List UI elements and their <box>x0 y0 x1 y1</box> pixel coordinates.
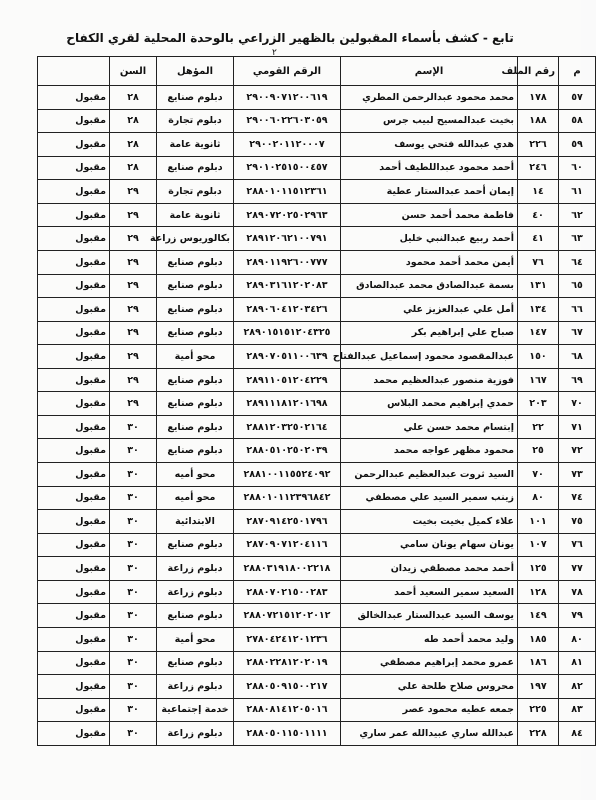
table-row <box>38 557 596 581</box>
row-index: ٦٨ <box>559 345 596 369</box>
row-index: ٧٥ <box>559 510 596 534</box>
row-file-number: ١٥٠ <box>518 345 559 369</box>
row-index: ٥٩ <box>559 133 596 157</box>
row-file-number: ١٨٨ <box>518 109 559 133</box>
row-age: ٣٠ <box>110 486 157 510</box>
row-status: مقبول <box>38 627 110 651</box>
row-age: ٢٩ <box>110 180 157 204</box>
row-age: ٣٠ <box>110 439 157 463</box>
row-index: ٨٤ <box>559 722 596 746</box>
row-status: مقبول <box>38 156 110 180</box>
row-status: مقبول <box>38 557 110 581</box>
row-qualification: ثانوية عامة <box>157 203 234 227</box>
row-national-id: ٢٨٨٠٣١٩١٨٠٠٢٢١٨ <box>234 557 341 581</box>
table-row <box>38 722 596 746</box>
row-status: مقبول <box>38 651 110 675</box>
row-file-number: ٤١ <box>518 227 559 251</box>
table-row <box>38 439 596 463</box>
row-name: السعيد سمير السعيد أحمد <box>341 580 518 604</box>
row-index: ٧٣ <box>559 463 596 487</box>
row-age: ٣٠ <box>110 557 157 581</box>
applicants-table <box>37 56 596 746</box>
table-row <box>38 392 596 416</box>
row-index: ٥٧ <box>559 86 596 110</box>
row-file-number: ٢٢٦ <box>518 133 559 157</box>
row-age: ٢٩ <box>110 227 157 251</box>
row-age: ٢٩ <box>110 368 157 392</box>
row-age: ٣٠ <box>110 722 157 746</box>
row-age: ٢٨ <box>110 109 157 133</box>
row-index: ٧٧ <box>559 557 596 581</box>
table-row <box>38 698 596 722</box>
row-qualification: بكالوريوس زراعة <box>157 227 234 251</box>
row-national-id: ٢٨٨٠٧٢١٥١٢٠٢٠١٢ <box>234 604 341 628</box>
table-header-row <box>38 57 596 86</box>
table-row <box>38 415 596 439</box>
row-name: صباح علي إبراهيم بكر <box>341 321 518 345</box>
row-national-id: ٢٨٨٠٢٢٨١٢٠٢٠١٩ <box>234 651 341 675</box>
row-file-number: ١٠٧ <box>518 533 559 557</box>
row-file-number: ٢٢٨ <box>518 722 559 746</box>
row-national-id: ٢٩٠٠٩٠٧١٢٠٠٦١٩ <box>234 86 341 110</box>
row-age: ٢٩ <box>110 298 157 322</box>
row-index: ٧٦ <box>559 533 596 557</box>
row-name: أحمد ربيع عبدالنبي خليل <box>341 227 518 251</box>
row-file-number: ١٤٩ <box>518 604 559 628</box>
row-index: ٦٦ <box>559 298 596 322</box>
row-national-id: ٢٨٨٠٥٠٩١٥٠٠٢١٧ <box>234 675 341 699</box>
table-row <box>38 227 596 251</box>
row-status: مقبول <box>38 133 110 157</box>
row-status: مقبول <box>38 392 110 416</box>
table-row <box>38 133 596 157</box>
row-qualification: دبلوم صنايع <box>157 533 234 557</box>
row-age: ٣٠ <box>110 675 157 699</box>
row-national-id: ٢٩٠٠٦٠٢٢٦٠٣٠٥٩ <box>234 109 341 133</box>
row-national-id: ٢٩٠٠٢٠١١٢٠٠٠٧ <box>234 133 341 157</box>
row-national-id: ٢٨٧٠٩٠٧١٢٠٤١١٦ <box>234 533 341 557</box>
row-index: ٧٤ <box>559 486 596 510</box>
row-file-number: ١٨٦ <box>518 651 559 675</box>
table-row <box>38 580 596 604</box>
row-status: مقبول <box>38 722 110 746</box>
row-index: ٦٧ <box>559 321 596 345</box>
row-status: مقبول <box>38 321 110 345</box>
row-index: ٨١ <box>559 651 596 675</box>
row-national-id: ٢٨٩٠٦٠٤١٢٠٣٤٢٦ <box>234 298 341 322</box>
row-national-id: ٢٨٨٠٧٠٢١٥٠٠٢٨٣ <box>234 580 341 604</box>
row-file-number: ٢٢٥ <box>518 698 559 722</box>
row-status: مقبول <box>38 86 110 110</box>
row-national-id: ٢٨٨٠٥٠١١٥٠١١١١ <box>234 722 341 746</box>
header-index: م <box>559 57 596 86</box>
row-status: مقبول <box>38 463 110 487</box>
row-age: ٣٠ <box>110 604 157 628</box>
row-index: ٥٨ <box>559 109 596 133</box>
row-age: ٣٠ <box>110 627 157 651</box>
row-qualification: دبلوم صنايع <box>157 298 234 322</box>
row-qualification: دبلوم زراعة <box>157 557 234 581</box>
row-qualification: دبلوم تجارة <box>157 180 234 204</box>
row-qualification: دبلوم صنايع <box>157 604 234 628</box>
row-file-number: ٧٦ <box>518 250 559 274</box>
row-qualification: دبلوم صنايع <box>157 392 234 416</box>
row-name: زينب سمير السيد علي مصطفي <box>341 486 518 510</box>
handwritten-mark: ٢ <box>272 48 277 58</box>
row-name: يوسف السيد عبدالستار عبدالخالق <box>341 604 518 628</box>
row-status: مقبول <box>38 298 110 322</box>
row-qualification: دبلوم صنايع <box>157 651 234 675</box>
row-index: ٧٠ <box>559 392 596 416</box>
row-national-id: ٢٨٩٠١١٩٢٦٠٠٧٧٧ <box>234 250 341 274</box>
row-file-number: ٢٠٣ <box>518 392 559 416</box>
row-national-id: ٢٩٠١٠٢٥١٥٠٠٤٥٧ <box>234 156 341 180</box>
row-name: أحمد محمد مصطفي زيدان <box>341 557 518 581</box>
row-national-id: ٢٨٩١١١٨١٢٠١٦٩٨ <box>234 392 341 416</box>
row-qualification: محو أميه <box>157 486 234 510</box>
row-name: محمود مظهر عواجه محمد <box>341 439 518 463</box>
row-name: عمرو محمد إبراهيم مصطفي <box>341 651 518 675</box>
row-qualification: دبلوم صنايع <box>157 439 234 463</box>
row-status: مقبول <box>38 274 110 298</box>
header-file-number: رقم الملف <box>518 57 559 86</box>
row-qualification: دبلوم صنايع <box>157 368 234 392</box>
table-row <box>38 156 596 180</box>
table-row <box>38 203 596 227</box>
row-qualification: دبلوم زراعة <box>157 580 234 604</box>
row-status: مقبول <box>38 415 110 439</box>
row-qualification: دبلوم زراعة <box>157 675 234 699</box>
table-row <box>38 627 596 651</box>
row-name: بخيت عبدالمسيح لبيب جرس <box>341 109 518 133</box>
row-age: ٣٠ <box>110 415 157 439</box>
row-status: مقبول <box>38 486 110 510</box>
row-name: عبدالله ساري عبيدالله عمر ساري <box>341 722 518 746</box>
row-index: ٦٩ <box>559 368 596 392</box>
row-file-number: ١٩٧ <box>518 675 559 699</box>
row-qualification: دبلوم صنايع <box>157 156 234 180</box>
row-national-id: ٢٧٨٠٤٢٤١٢٠١٢٣٦ <box>234 627 341 651</box>
table-row <box>38 86 596 110</box>
row-status: مقبول <box>38 439 110 463</box>
row-age: ٢٨ <box>110 156 157 180</box>
row-qualification: دبلوم تجارة <box>157 109 234 133</box>
row-index: ٧٨ <box>559 580 596 604</box>
row-file-number: ١٣٤ <box>518 298 559 322</box>
row-national-id: ٢٨٨٠٥١٠٢٥٠٢٠٣٩ <box>234 439 341 463</box>
row-age: ٣٠ <box>110 580 157 604</box>
row-file-number: ١٤٧ <box>518 321 559 345</box>
row-name: هدي عبدالله فتحي يوسف <box>341 133 518 157</box>
row-national-id: ٢٨٩١٢٠٦٢١٠٠٧٩١ <box>234 227 341 251</box>
header-name: الإسم <box>341 57 518 86</box>
row-name: فوزية منصور عبدالعظيم محمد <box>341 368 518 392</box>
row-name: جمعه عطيه محمود عصر <box>341 698 518 722</box>
row-qualification: دبلوم زراعة <box>157 722 234 746</box>
row-file-number: ١٧٨ <box>518 86 559 110</box>
row-status: مقبول <box>38 533 110 557</box>
row-index: ٦١ <box>559 180 596 204</box>
row-qualification: دبلوم صنايع <box>157 250 234 274</box>
row-name: أحمد محمود عبداللطيف أحمد <box>341 156 518 180</box>
row-national-id: ٢٨٨١٢٠٣٢٥٠٢١٦٤ <box>234 415 341 439</box>
row-file-number: ١٢٥ <box>518 557 559 581</box>
row-national-id: ٢٨٩٠٧٢٠٢٥٠٢٩٦٣ <box>234 203 341 227</box>
row-status: مقبول <box>38 227 110 251</box>
table-row <box>38 368 596 392</box>
row-status: مقبول <box>38 109 110 133</box>
row-age: ٢٩ <box>110 203 157 227</box>
row-name: يونان سهام يونان سامي <box>341 533 518 557</box>
row-age: ٢٩ <box>110 274 157 298</box>
row-file-number: ١٤ <box>518 180 559 204</box>
row-qualification: ثانوية عامة <box>157 133 234 157</box>
row-name: السيد ثروت عبدالعظيم عبدالرحمن <box>341 463 518 487</box>
row-status: مقبول <box>38 250 110 274</box>
table-row <box>38 345 596 369</box>
table-row <box>38 298 596 322</box>
row-qualification: دبلوم صنايع <box>157 274 234 298</box>
row-age: ٣٠ <box>110 510 157 534</box>
document-title: تابع - كشف بأسماء المقبولين بالظهير الزراعي بالوحدة المحلية لقري الكفاح <box>66 31 514 45</box>
row-national-id: ٢٨٨١٠٠١١٥٥٢٤٠٩٢ <box>234 463 341 487</box>
table-row <box>38 109 596 133</box>
row-file-number: ٢٤٦ <box>518 156 559 180</box>
row-index: ٨٢ <box>559 675 596 699</box>
row-age: ٢٩ <box>110 250 157 274</box>
row-name: محمد محمود عبدالرحمن المطري <box>341 86 518 110</box>
row-file-number: ١٣١ <box>518 274 559 298</box>
row-qualification: دبلوم صنايع <box>157 321 234 345</box>
row-name: أمل علي عبدالعزيز علي <box>341 298 518 322</box>
table-row <box>38 604 596 628</box>
row-index: ٧١ <box>559 415 596 439</box>
row-status: مقبول <box>38 180 110 204</box>
row-status: مقبول <box>38 675 110 699</box>
table-row <box>38 180 596 204</box>
row-qualification: محو أمية <box>157 627 234 651</box>
table-row <box>38 486 596 510</box>
row-national-id: ٢٨٩١١٠٥١٢٠٤٢٢٩ <box>234 368 341 392</box>
row-age: ٢٨ <box>110 86 157 110</box>
row-index: ٦٠ <box>559 156 596 180</box>
row-file-number: ٢٥ <box>518 439 559 463</box>
row-name: إبتسام محمد حسن علي <box>341 415 518 439</box>
row-age: ٣٠ <box>110 463 157 487</box>
row-national-id: ٢٨٨٠١٠١١٥١٢٣٦١ <box>234 180 341 204</box>
row-qualification: محو أمية <box>157 345 234 369</box>
row-status: مقبول <box>38 368 110 392</box>
row-file-number: ٤٠ <box>518 203 559 227</box>
row-age: ٢٨ <box>110 133 157 157</box>
row-name: وليد محمد أحمد طه <box>341 627 518 651</box>
row-status: مقبول <box>38 580 110 604</box>
row-national-id: ٢٨٩٠٣١٦١٢٠٢٠٨٣ <box>234 274 341 298</box>
row-age: ٣٠ <box>110 651 157 675</box>
row-index: ٧٩ <box>559 604 596 628</box>
table-row <box>38 321 596 345</box>
table-row <box>38 675 596 699</box>
row-age: ٢٩ <box>110 345 157 369</box>
row-file-number: ١٨٥ <box>518 627 559 651</box>
row-qualification: محو أميه <box>157 463 234 487</box>
row-file-number: ٨٠ <box>518 486 559 510</box>
row-index: ٦٣ <box>559 227 596 251</box>
row-index: ٦٥ <box>559 274 596 298</box>
row-name: إيمان أحمد عبدالستار عطية <box>341 180 518 204</box>
row-name: أيمن محمد أحمد محمود <box>341 250 518 274</box>
row-index: ٦٢ <box>559 203 596 227</box>
table-row <box>38 651 596 675</box>
row-national-id: ٢٨٧٠٩١٤٢٥٠١٧٩٦ <box>234 510 341 534</box>
row-age: ٣٠ <box>110 533 157 557</box>
table-row <box>38 463 596 487</box>
header-age: السن <box>110 57 157 86</box>
row-file-number: ٧٠ <box>518 463 559 487</box>
row-status: مقبول <box>38 510 110 534</box>
row-age: ٢٩ <box>110 392 157 416</box>
row-status: مقبول <box>38 604 110 628</box>
row-file-number: ١٠١ <box>518 510 559 534</box>
header-qualification: المؤهل <box>157 57 234 86</box>
row-index: ٨٣ <box>559 698 596 722</box>
row-age: ٣٠ <box>110 698 157 722</box>
table-row <box>38 274 596 298</box>
row-name: عبدالمقصود محمود إسماعيل عبدالفتاح <box>341 345 518 369</box>
row-age: ٢٩ <box>110 321 157 345</box>
header-status <box>38 57 110 86</box>
row-file-number: ٢٢ <box>518 415 559 439</box>
row-national-id: ٢٨٨٠١٠١١٢٣٩٦٨٤٢ <box>234 486 341 510</box>
table-row <box>38 533 596 557</box>
row-index: ٨٠ <box>559 627 596 651</box>
row-name: علاء كميل بخيت بخيت <box>341 510 518 534</box>
row-status: مقبول <box>38 203 110 227</box>
row-qualification: الابتدائية <box>157 510 234 534</box>
row-name: فاطمة محمد أحمد حسن <box>341 203 518 227</box>
row-file-number: ١٦٧ <box>518 368 559 392</box>
row-qualification: دبلوم صنايع <box>157 86 234 110</box>
row-national-id: ٢٨٨٠٨١٤١٢٠٥٠١٦ <box>234 698 341 722</box>
row-file-number: ١٢٨ <box>518 580 559 604</box>
row-name: حمدي إبراهيم محمد البلاس <box>341 392 518 416</box>
row-name: محروس صلاح طلحة علي <box>341 675 518 699</box>
row-status: مقبول <box>38 345 110 369</box>
row-qualification: خدمة إجتماعية <box>157 698 234 722</box>
row-national-id: ٢٨٩٠١٥١٥١٢٠٤٣٢٥ <box>234 321 341 345</box>
row-index: ٦٤ <box>559 250 596 274</box>
row-national-id: ٢٨٩٠٧٠٥١١٠٠٦٣٩ <box>234 345 341 369</box>
table-row <box>38 250 596 274</box>
row-name: بسمة عبدالصادق محمد عبدالصادق <box>341 274 518 298</box>
table-row <box>38 510 596 534</box>
row-index: ٧٢ <box>559 439 596 463</box>
row-qualification: دبلوم صنايع <box>157 415 234 439</box>
header-national-id: الرقم القومي <box>234 57 341 86</box>
row-status: مقبول <box>38 698 110 722</box>
